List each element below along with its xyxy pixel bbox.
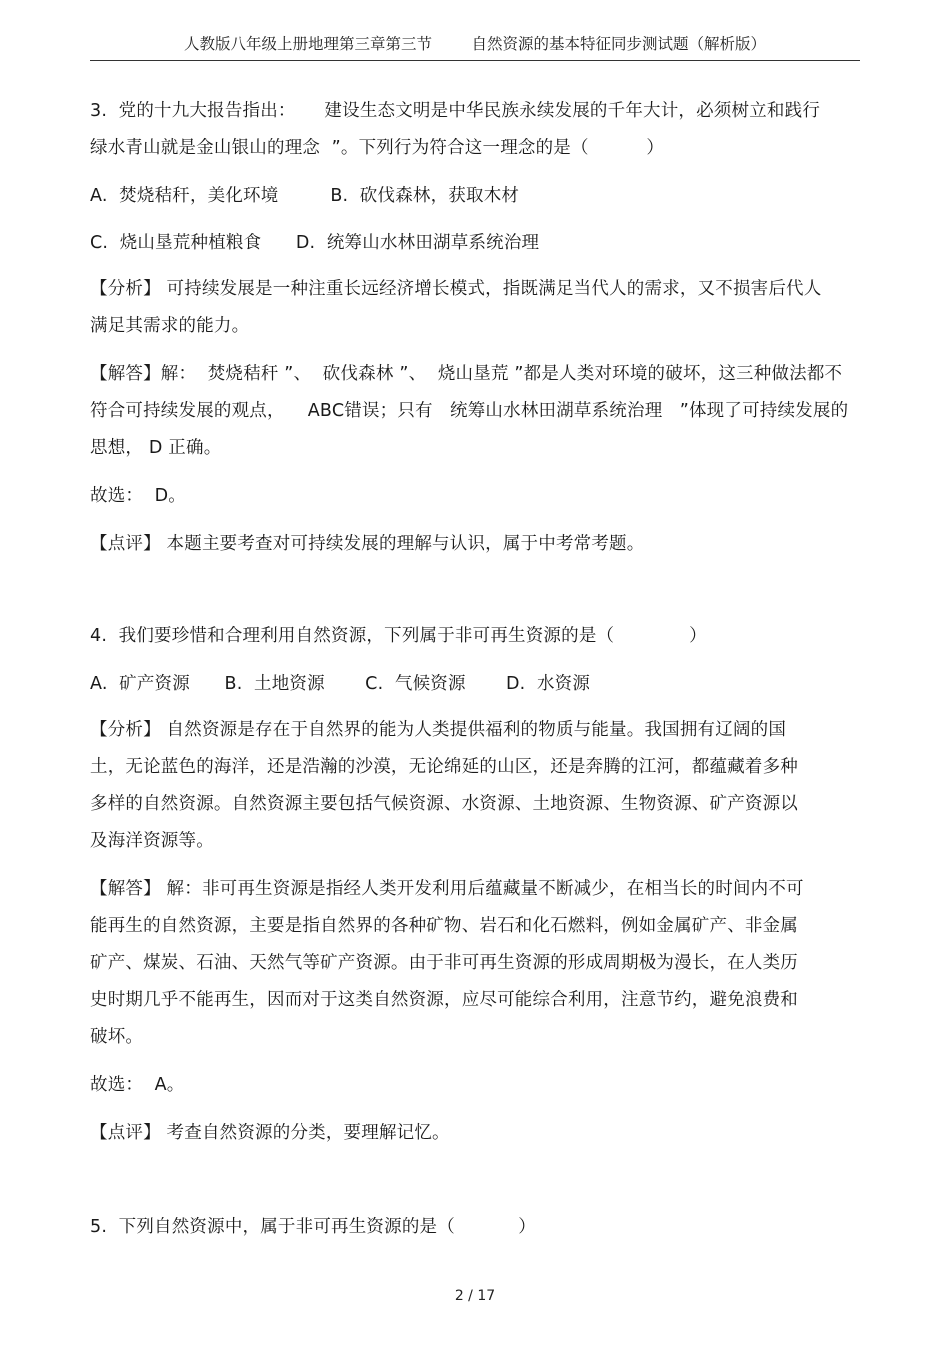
q4-answer-line-4: 史时期几乎不能再生，因而对于这类自然资源，应尽可能综合利用，注意节约，避免浪费和 (90, 990, 798, 1010)
page-header-title: 人教版八年级上册地理第三章第三节 自然资源的基本特征同步测试题（解析版） (184, 35, 766, 53)
q4-answer-line-5: 破坏。 (90, 1027, 144, 1047)
q3-stem-line-2: 绿水青山就是金山银山的理念 ”。下列行为符合这一理念的是（ ） (90, 138, 665, 158)
q3-options-ab: A. 焚烧秸秆，美化环境 B. 砍伐森林，获取木材 (90, 186, 520, 206)
header-divider (90, 60, 860, 61)
q4-analysis-line-2: 土，无论蓝色的海洋，还是浩瀚的沙漠，无论绵延的山区，还是奔腾的江河，都蕴藏着多种 (90, 757, 798, 777)
q4-answer-line-2: 能再生的自然资源，主要是指自然界的各种矿物、岩石和化石燃料，例如金属矿产、非金属 (90, 916, 798, 936)
q4-answer-line-1: 【解答】 解：非可再生资源是指经人类开发利用后蕴藏量不断减少，在相当长的时间内不可 (90, 879, 804, 899)
page-number: 2 / 17 (454, 1288, 496, 1304)
q3-analysis-line-1: 【分析】 可持续发展是一种注重长远经济增长模式，指既满足当代人的需求，又不损害后代人 (90, 279, 822, 299)
q4-answer-line-3: 矿产、煤炭、石油、天然气等矿产资源。由于非可再生资源的形成周期极为漫长，在人类历 (90, 953, 798, 973)
q4-comment: 【点评】 考查自然资源的分类，要理解记忆。 (90, 1123, 450, 1143)
q4-analysis-line-4: 及海洋资源等。 (90, 831, 214, 851)
q3-answer-line-2: 符合可持续发展的观点， ABC错误；只有 统筹山水林田湖草系统治理 ”体现了可持续发展的 (90, 401, 849, 421)
q3-choice: 故选： D。 (90, 486, 187, 506)
q5-stem: 5. 下列自然资源中，属于非可再生资源的是（ ） (90, 1217, 537, 1237)
q4-analysis-line-3: 多样的自然资源。自然资源主要包括气候资源、水资源、土地资源、生物资源、矿产资源以 (90, 794, 798, 814)
q3-analysis-line-2: 满足其需求的能力。 (90, 316, 250, 336)
q4-choice: 故选： A。 (90, 1075, 185, 1095)
q3-answer-line-3: 思想， D 正确。 (90, 438, 222, 458)
q3-options-cd: C. 烧山垦荒种植粮食 D. 统筹山水林田湖草系统治理 (90, 233, 540, 253)
q3-stem-line-1: 3. 党的十九大报告指出： 建设生态文明是中华民族永续发展的千年大计，必须树立和践行 (90, 101, 821, 121)
q3-comment: 【点评】 本题主要考查对可持续发展的理解与认识，属于中考常考题。 (90, 534, 645, 554)
q3-answer-line-1: 【解答】解： 焚烧秸秆 ”、 砍伐森林 ”、 烧山垦荒 ”都是人类对环境的破坏，这三种做法都不 (90, 364, 843, 384)
q4-options: A. 矿产资源 B. 土地资源 C. 气候资源 D. 水资源 (90, 674, 591, 694)
q4-stem: 4. 我们要珍惜和合理利用自然资源，下列属于非可再生资源的是（ ） (90, 626, 707, 646)
q4-analysis-line-1: 【分析】 自然资源是存在于自然界的能为人类提供福利的物质与能量。我国拥有辽阔的国 (90, 720, 787, 740)
